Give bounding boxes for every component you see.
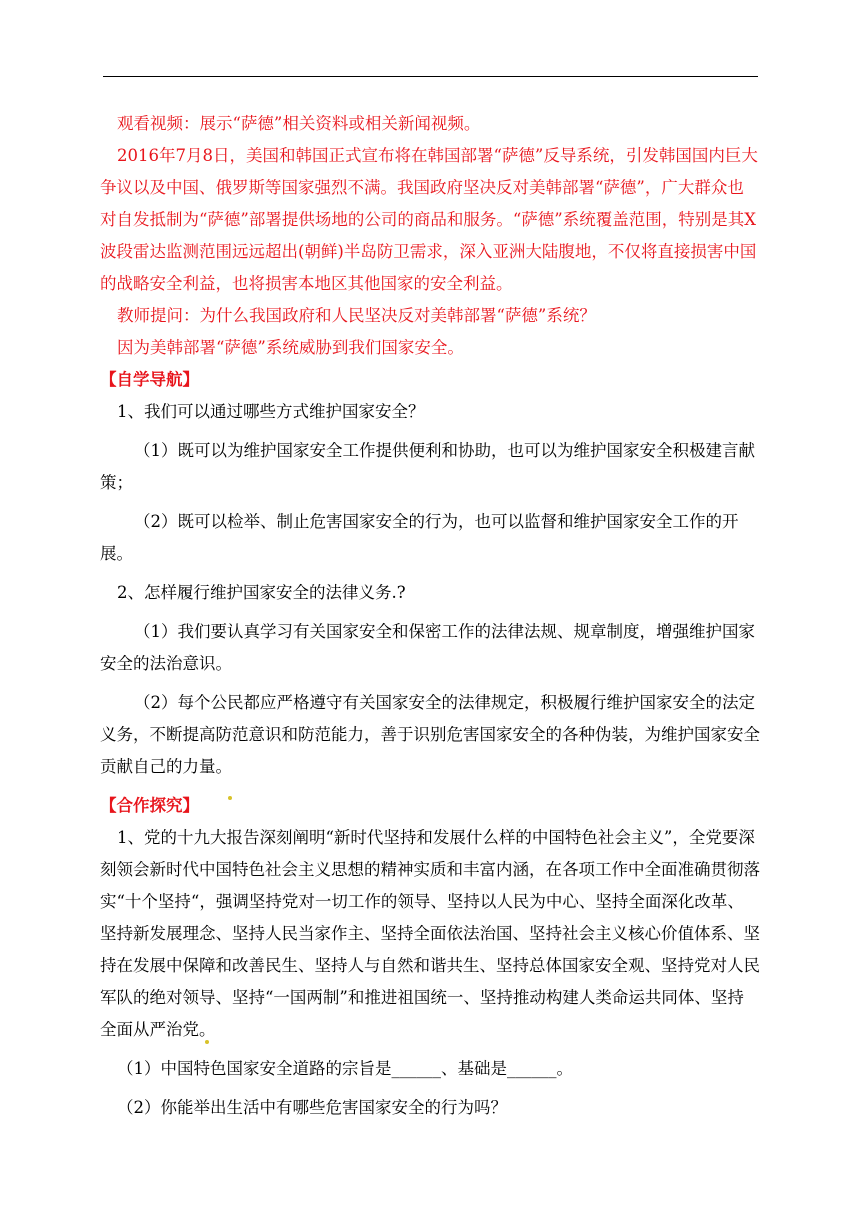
header-rule bbox=[103, 76, 758, 77]
self-study-answer-1-1: （1）既可以为维护国家安全工作提供便利和协助，也可以为维护国家安全积极建言献策； bbox=[100, 441, 755, 492]
cooperation-item-1: 1、党的十九大报告深刻阐明“新时代坚持和发展什么样的中国特色社会主义”，全党要深刻领会新时代中国特色社会主义思想的精神实质和丰富内涵，在各项工作中全面准确贯彻落实“十个坚持“，强调坚持党对一切工作的领导、坚持以人民为中心、坚持全面深化改革、坚持新发展理念、坚持人民当家作主、坚持全面依法治国、坚持社会主义核心价值体系、坚持在发展中保障和改善民生、坚持人与自然和谐共生、坚持总体国家安全观、坚持党对人民军队的绝对领导、坚持“一国两制”和推进祖国统一、坚持推动构建人类命运共同体、坚持全面从严治党。 bbox=[100, 828, 760, 1039]
cooperation-heading: 【合作探究】 bbox=[100, 796, 199, 815]
document-body bbox=[100, 108, 760, 1124]
teacher-question: 教师提问：为什么我国政府和人民坚决反对美韩部署“萨德”系统？ bbox=[117, 306, 596, 325]
self-study-question-1: 1、我们可以通过哪些方式维护国家安全？ bbox=[117, 402, 425, 421]
annotation-dot bbox=[228, 796, 232, 800]
news-paragraph: 2016年7月8日，美国和韩国正式宣布将在韩国部署“萨德”反导系统，引发韩国国内巨大争议以及中国、俄罗斯等国家强烈不满。我国政府坚决反对美韩部署“萨德”，广大群众也对自发抵制为“萨德”部署提供场地的公司的商品和服务。“萨德”系统覆盖范围，特别是其X波段雷达监测范围远远超出(朝鲜)半岛防卫需求，深入亚洲大陆腹地，不仅将直接损害中国的战略安全利益，也将损害本地区其他国家的安全利益。 bbox=[100, 146, 758, 293]
annotation-dot bbox=[205, 1040, 209, 1044]
self-study-answer-2-1: （1）我们要认真学习有关国家安全和保密工作的法律法规、规章制度，增强维护国家安全的法治意识。 bbox=[100, 622, 755, 673]
self-study-answer-1-2: （2）既可以检举、制止危害国家安全的行为，也可以监督和维护国家安全工作的开展。 bbox=[100, 512, 739, 563]
watch-video-line: 观看视频：展示“萨德”相关资料或相关新闻视频。 bbox=[117, 114, 481, 133]
cooperation-question-1: （1）中国特色国家安全道路的宗旨是______、基础是______。 bbox=[117, 1059, 573, 1078]
cooperation-question-2: （2）你能举出生活中有哪些危害国家安全的行为吗？ bbox=[117, 1098, 507, 1117]
self-study-answer-2-2: （2）每个公民都应严格遵守有关国家安全的法律规定，积极履行维护国家安全的法定义务，不断提高防范意识和防范能力，善于识别危害国家安全的各种伪装，为维护国家安全贡献自己的力量。 bbox=[100, 693, 760, 776]
self-study-question-2: 2、怎样履行维护国家安全的法律义务.? bbox=[117, 583, 406, 602]
answer-line: 因为美韩部署“萨德”系统威胁到我们国家安全。 bbox=[117, 338, 464, 357]
self-study-heading: 【自学导航】 bbox=[100, 370, 199, 389]
